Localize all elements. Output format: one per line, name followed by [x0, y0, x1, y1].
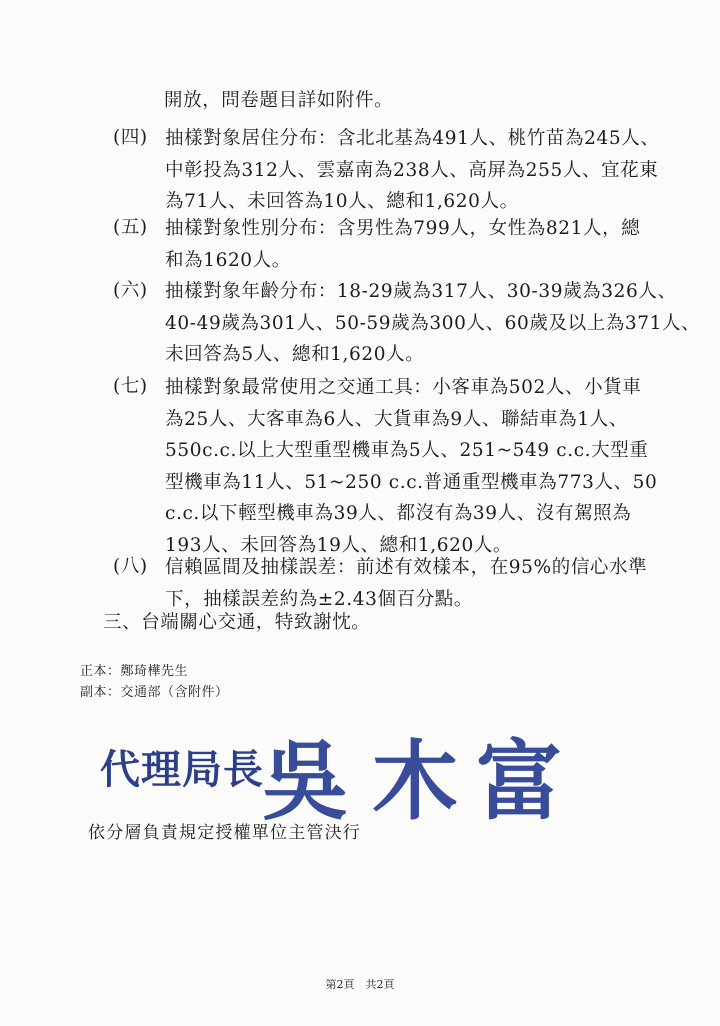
item-line: 40-49歲為301人、50-59歲為300人、60歲及以上為371人、 — [165, 312, 701, 334]
item-line: 下，抽樣誤差約為±2.43個百分點。 — [165, 588, 473, 610]
delegation-note: 依分層負責規定授權單位主管決行 — [88, 823, 361, 843]
item-number: (四) — [113, 127, 148, 148]
item-text — [165, 276, 701, 371]
signature-name-char: 木 — [372, 731, 458, 832]
item-line: 550c.c.以上大型重型機車為5人、251~549 c.c.大型重 — [165, 440, 649, 461]
item-line: c.c.以下輕型機車為39人、都沒有為39人、沒有駕照為 — [165, 503, 632, 524]
signature-title: 代理局長 — [100, 746, 264, 793]
item-line: 抽樣對象居住分布：含北北基為491人、桃竹苗為245人、 — [165, 128, 660, 149]
item-line: 為71人、未回答為10人、總和1,620人。 — [165, 191, 519, 212]
item-line: 型機車為11人、51~250 c.c.普通重型機車為773人、50 — [165, 471, 658, 493]
item-number: (五) — [113, 217, 148, 238]
item-line: 為25人、大客車為6人、大貨車為9人、聯結車為1人、 — [165, 408, 628, 430]
item-text — [165, 552, 653, 615]
cc-copy: 副本：交通部（含附件） — [80, 685, 229, 700]
item-line: 抽樣對象最常使用之交通工具：小客車為502人、小貨車 — [165, 377, 642, 398]
closing-line: 三、台端關心交通，特致謝忱。 — [103, 612, 371, 633]
item-line: 抽樣對象性別分布：含男性為799人，女性為821人，總 — [165, 218, 641, 239]
page-footer: 第2頁 共2頁 — [325, 978, 395, 991]
item-line: 信賴區間及抽樣誤差：前述有效樣本，在95%的信心水準 — [165, 557, 648, 578]
item-line: 和為1620人。 — [165, 249, 291, 271]
item-line: 未回答為5人、總和1,620人。 — [165, 344, 425, 365]
item-number: (七) — [113, 376, 148, 397]
item-text — [165, 123, 660, 218]
signature-name-char: 吳 — [262, 731, 348, 832]
item-text — [165, 372, 658, 561]
item-number: (八) — [113, 556, 148, 577]
item-text — [165, 213, 653, 276]
item-line: 抽樣對象年齡分布：18-29歲為317人、30-39歲為326人、 — [165, 281, 677, 302]
cc-original: 正本：鄭琦樺先生 — [80, 664, 189, 679]
item-line: 中彰投為312人、雲嘉南為238人、高屏為255人、宜花東 — [165, 159, 659, 181]
signature-name-char: 富 — [476, 731, 562, 832]
item-line: 193人、未回答為19人、總和1,620人。 — [165, 534, 513, 556]
item-number: (六) — [113, 280, 148, 301]
intro-line: 開放，問卷題目詳如附件。 — [164, 90, 394, 111]
